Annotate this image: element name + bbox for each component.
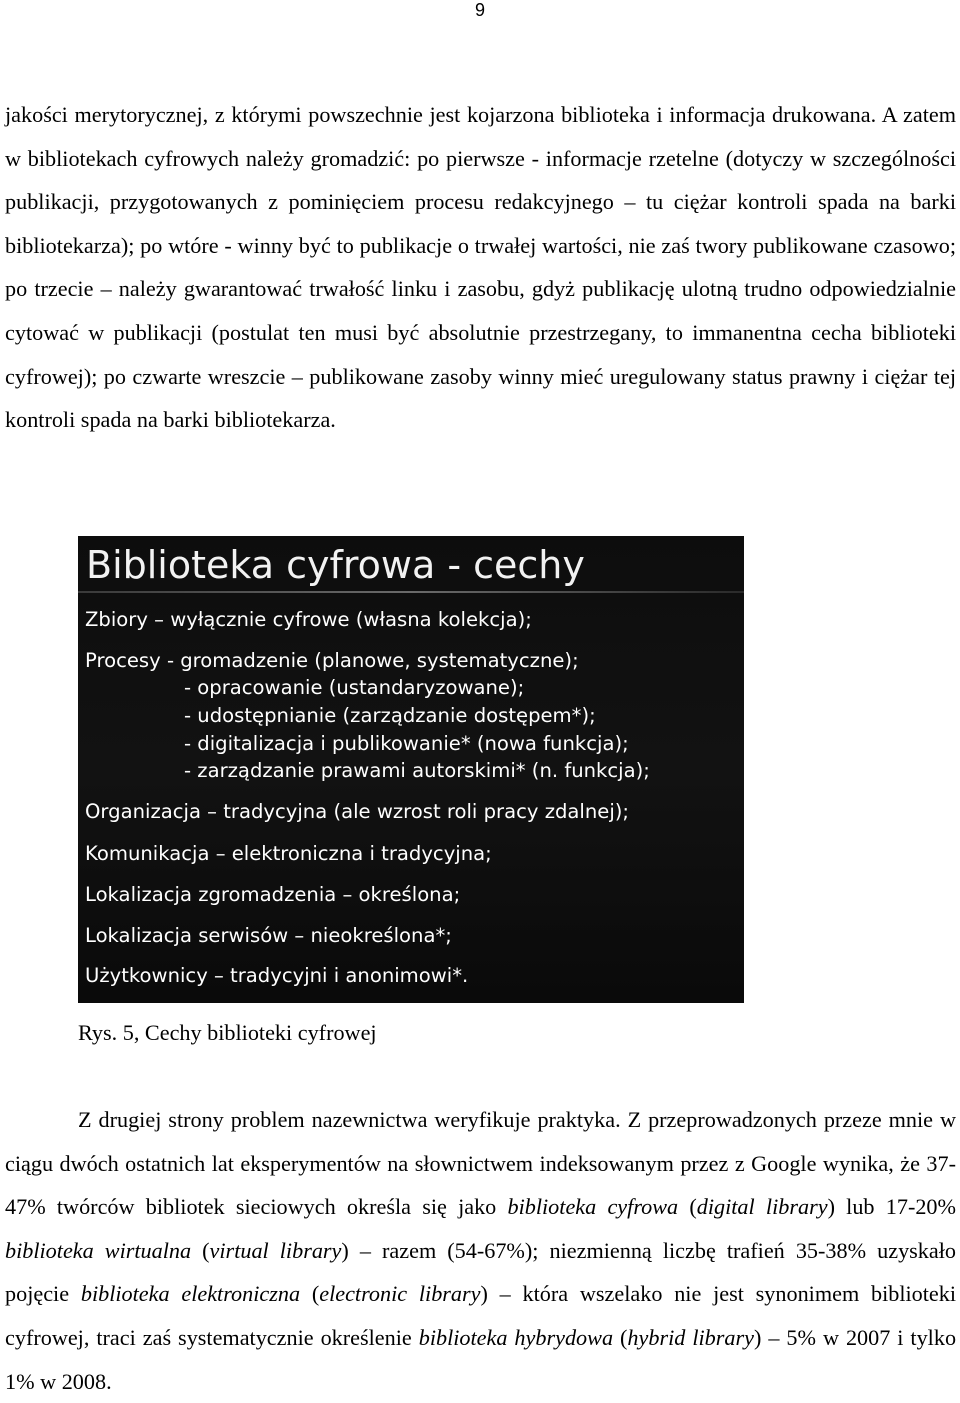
term-italic: biblioteka elektroniczna [80,1281,301,1307]
paragraph-text: ) lub 17-20% [827,1194,957,1220]
paragraph-text: Z drugiej strony problem nazewnictwa weryfikuje praktyka. Z przeprowadzonych przeze mnie w ciągu dwóch ostatnich lat eksperymentów na słownictwem indeksowanym przez z Google wynika, że 37-47% twórców bibliotek sieciowych określa się jako [5,1107,956,1220]
paragraph-text: ( [300,1281,320,1307]
slide-line-uzytkownicy: Użytkownicy – tradycyjni i anonimowi*. [85,964,469,987]
paragraph-text: ) – razem (54-67%); niezmienną liczbę trafień 35-38% uzyskało pojęcie [5,1237,956,1307]
figure-slide [78,536,744,1003]
slide-line-procesy: Procesy - gromadzenie (planowe, systematyczne); [85,649,579,672]
figure-caption: Rys. 5, Cechy biblioteki cyfrowej [78,1020,377,1045]
slide-line-lokalizacja-zgromadzenia: Lokalizacja zgromadzenia – określona; [85,883,461,906]
paragraph-text: ) – która wszelako nie jest synonimem biblioteki cyfrowej, traci zaś systematycznie określenie [5,1281,957,1350]
paragraph-text: ( [678,1194,697,1220]
paragraph-text: ) – 5% w 2007 i tylko 1% w 2008. [5,1324,957,1394]
paragraph-text: ( [191,1237,210,1263]
slide-line-udostepnianie: - udostępnianie (zarządzanie dostępem*); [184,704,596,727]
slide-line-digitalizacja: - digitalizacja i publikowanie* (nowa funkcja); [184,732,629,755]
term-italic: electronic library [319,1281,481,1307]
body-paragraph-1: jakości merytorycznej, z którymi powszechnie jest kojarzona biblioteka i informacja drukowana. A zatem w bibliotekach cyfrowych należy gromadzić: po pierwsze - informacje rzetelne (dotyczy w szczególności publikacji, przygotowanych z pominięciem procesu redakcyjnego – tu ciężar kontroli spada na barki bibliotekarza); po wtóre - winny być to publikacje o trwałej wartości, nie zaś twory publikowane czasowo; po trzecie – należy gwarantować trwałość linku i zasobu, gdyż publikację ulotną trudno odpowiedzialnie cytować w publikacji (postulat ten musi być absolutnie przestrzegany, to immanentna cecha biblioteki cyfrowej); po czwarte wreszcie – publikowane zasoby winny mieć uregulowany status prawny i ciężar tej kontroli spada na barki bibliotekarza. [5,102,956,433]
term-italic: hybrid library [627,1324,754,1350]
term-italic: virtual library [209,1237,342,1263]
term-italic: biblioteka wirtualna [5,1237,192,1263]
term-italic: biblioteka hybrydowa [418,1324,614,1350]
slide-line-lokalizacja-serwisow: Lokalizacja serwisów – nieokreślona*; [85,924,452,947]
slide-line-zbiory: Zbiory – wyłącznie cyfrowe (własna kolekcja); [85,608,532,631]
page-number: 9 [474,0,485,20]
term-italic: biblioteka cyfrowa [507,1194,679,1220]
slide-line-organizacja: Organizacja – tradycyjna (ale wzrost roli pracy zdalnej); [85,800,630,823]
slide-title-underline [78,590,744,594]
term-italic: digital library [696,1194,828,1220]
slide-title: Biblioteka cyfrowa - cechy [86,543,585,587]
paragraph-text: ( [613,1324,628,1350]
slide-line-prawa-autorskie: - zarządzanie prawami autorskimi* (n. funkcja); [184,759,650,782]
slide-line-komunikacja: Komunikacja – elektroniczna i tradycyjna; [85,842,492,865]
slide-line-opracowanie: - opracowanie (ustandaryzowane); [184,676,525,699]
body-paragraph-2 [5,1098,956,1403]
